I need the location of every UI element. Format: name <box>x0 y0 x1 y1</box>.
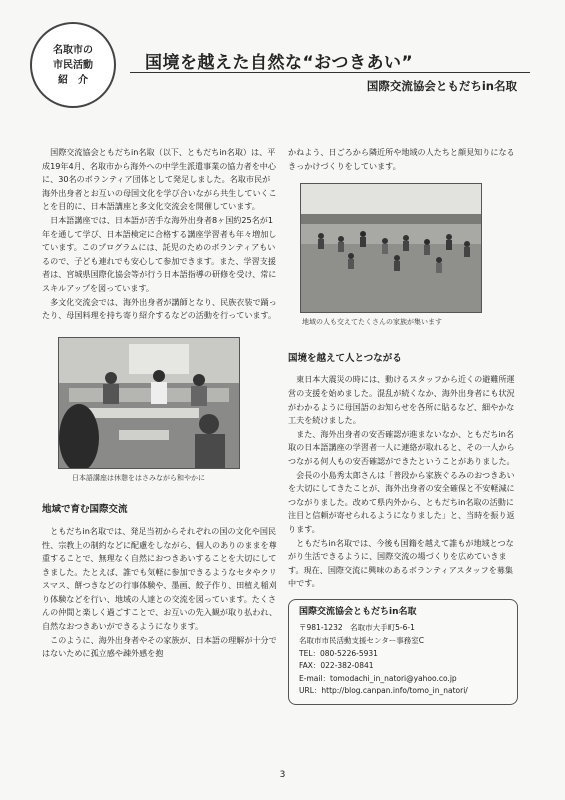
body-paragraph: 多文化交流会では、海外出身者が講師となり、民族衣装で踊ったり、母国料理を持ち寄り紹介するなどの活動を行っています。 <box>42 296 277 321</box>
classroom-photo-image <box>59 338 239 468</box>
right-column <box>288 146 518 705</box>
contact-url: URL：http://blog.canpan.info/tomo_in_natori/ <box>299 686 468 696</box>
body-paragraph: 東日本大震災の時には、動けるスタッフから近くの避難所運営の支援を始めました。混乱が続くなか、海外出身者にも状況がわかるように母国語のお知らせを各所に貼るなど、細やかな工夫を続けました。 <box>288 374 515 426</box>
contact-address: 名取市市民活動支援センター事務室C <box>299 636 424 646</box>
body-paragraph: かねよう、日ごろから隣近所や地域の人たちと顔見知りになるきっかけづくりをしています。 <box>288 147 515 171</box>
body-paragraph: また、海外出身者の安否確認が進まないなか、ともだちin名取の日本語講座の学習者一人に連絡が取れると、その一人からつながる何人もの安否確認ができたということがありました。 <box>288 428 515 466</box>
body-paragraph: このように、海外出身者やその家族が、日本語の理解が十分ではないために孤立感や疎外感を抱 <box>42 634 277 659</box>
photo-caption: 日本語講座は休憩をはさみながら和やかに <box>72 473 205 482</box>
contact-email: E-mail：tomodachi_in_natori@yahoo.co.jp <box>299 673 457 683</box>
page-number: 3 <box>279 770 286 780</box>
section-heading: 国境を越えて人とつながる <box>288 352 402 364</box>
contact-tel: TEL：080-5226-5931 <box>299 648 378 658</box>
body-paragraph: 国際交流協会ともだちin名取（以下、ともだちin名取）は、平成19年4月、名取市から海外への中学生派遣事業の協力者を中心に、30名のボランティア団体として発足しました。名取市民が海外出身者とお互いの母国文化を学び合いながら共生していくことを目的に、日本語講座と多文化交流会を開催しています。 <box>42 147 277 212</box>
field-photo-image <box>301 184 481 312</box>
contact-title: 国際交流協会ともだちin名取 <box>299 606 417 617</box>
body-paragraph: 日本語講座では、日本語が苦手な海外出身者8ヶ国約25名が1年を通して学び、日本語検定に合格する講座学習者も年々増加しています。このプログラムには、託児のためのボランティアもいるので、子ども連れでも安心して参加できます。また、学習支援者は、宮城県国際化協会等が行う日本語指導の研修を受け、常にスキルアップを図っています。 <box>42 214 277 293</box>
contact-postal: 〒981-1232 名取市大手町5-6-1 <box>299 623 415 633</box>
contact-box <box>288 599 518 705</box>
organization-name: 国際交流協会ともだちin名取 <box>366 79 517 93</box>
body-paragraph: ともだちin名取では、発足当初からそれぞれの国の文化や国民性、宗教上の制約などに配慮をしながら、個人のありのままを尊重することで、無理なく自然におつきあいすることを大切にしてきました。たとえば、誰でも気軽に参加できるようなセタやクリスマス、餅つきなどの行事体験や、墨画、餃子作り、田植え稲刈り体験などを行い、地域の人達との交流を図っています。たくさんの仲間と楽しく過ごすことで、お互いの先入観が取り払われ、自然なおつきあいができるようになります。 <box>42 525 278 632</box>
field-photo <box>300 183 482 313</box>
left-column <box>42 146 278 661</box>
article-title: 国境を越えた自然な“おつきあい” <box>145 53 414 73</box>
badge-line-2: 市民活動 <box>53 59 93 71</box>
badge-line-3: 紹 介 <box>58 74 88 86</box>
body-paragraph: 会長の小島秀太郎さんは「普段から家族ぐるみのおつきあいを大切にしてきたことが、海外出身者の安全確保と不安軽減につながりました。改めて県内外から、ともだちin名取の活動に注目と信頼が寄せられるようになりました」と、当時を振り返ります。 <box>288 469 515 534</box>
section-heading: 地域で育む国際交流 <box>42 504 128 516</box>
body-paragraph: ともだちin名取では、今後も国籍を越えて誰もが地域とつながり生活できるように、国際交流の場づくりを広めていきます。現在、国際交流に興味のあるボランティアスタッフを募集中です。 <box>288 537 514 589</box>
photo-caption: 地域の人も交えてたくさんの家族が集います <box>302 318 442 327</box>
badge-line-1: 名取市の <box>53 44 93 56</box>
series-badge <box>30 22 116 108</box>
title-rule <box>130 72 530 73</box>
contact-fax: FAX：022-382-0841 <box>299 661 374 671</box>
classroom-photo <box>58 337 240 469</box>
